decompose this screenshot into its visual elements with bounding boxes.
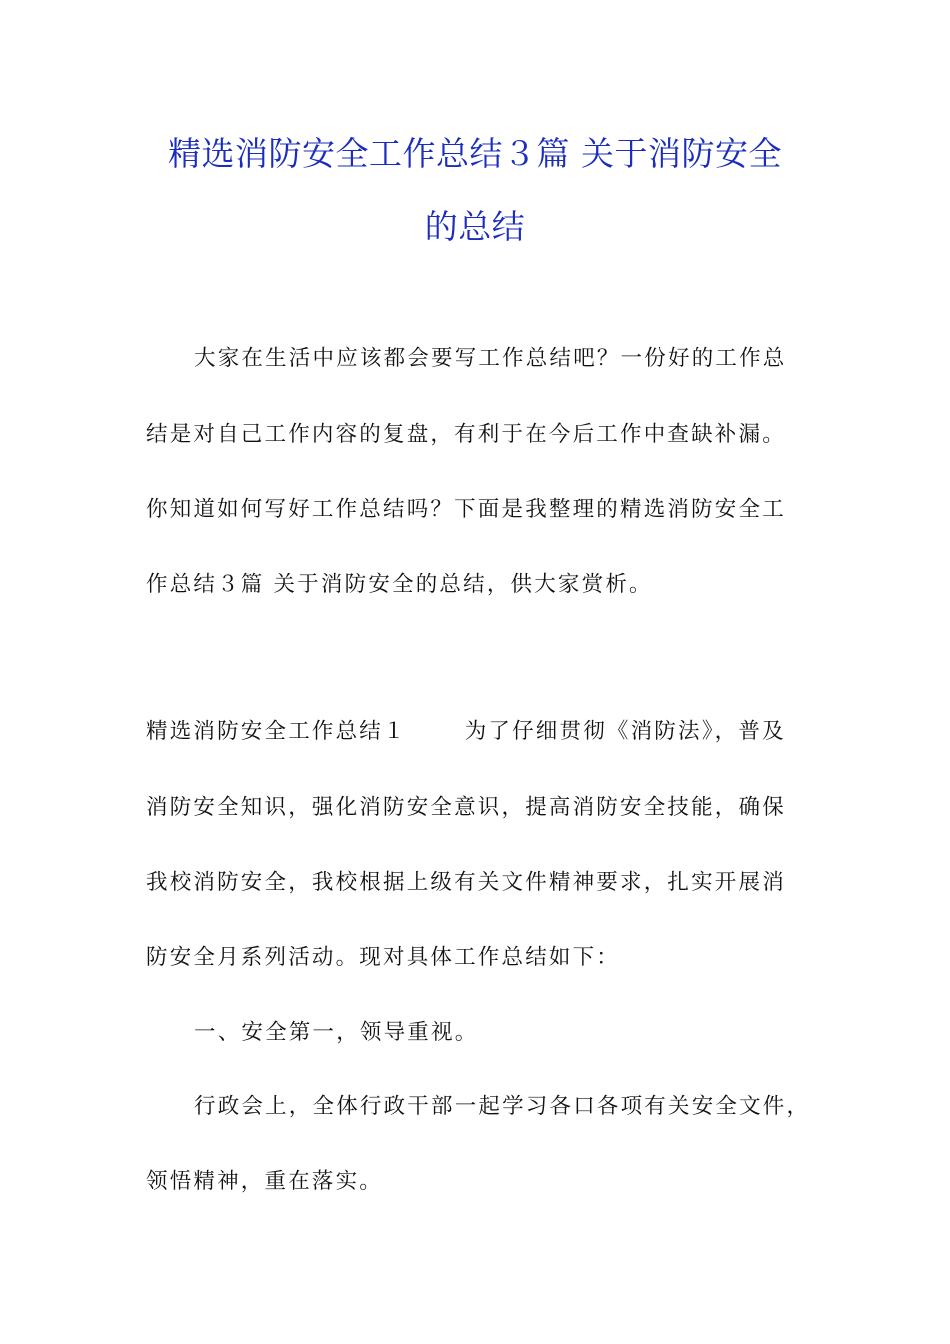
intro-line-2: 结是对自己工作内容的复盘，有利于在今后工作中查缺补漏。 <box>146 422 786 447</box>
section1-line-1: 为了仔细贯彻《消防法》，普及 <box>464 719 786 744</box>
section1-line-2: 消防安全知识，强化消防安全意识，提高消防安全技能，确保 <box>146 795 786 820</box>
intro-line-4: 作总结３篇 关于消防安全的总结，供大家赏析。 <box>146 572 653 597</box>
point1-line-1: 行政会上，全体行政干部一起学习各口各项有关安全文件， <box>194 1094 811 1119</box>
point1-line-2: 领悟精神，重在落实。 <box>146 1169 384 1194</box>
intro-line-1: 大家在生活中应该都会要写工作总结吧？一份好的工作总 <box>194 346 787 371</box>
section1-line-4: 防安全月系列活动。现对具体工作总结如下： <box>146 945 621 970</box>
document-title-line-2: 的总结 <box>424 207 526 246</box>
section1-line-3: 我校消防安全，我校根据上级有关文件精神要求，扎实开展消 <box>146 870 786 895</box>
point1-heading: 一、安全第一，领导重视。 <box>194 1020 479 1045</box>
document-title-line-1: 精选消防安全工作总结３篇 关于消防安全 <box>168 134 782 173</box>
intro-line-3: 你知道如何写好工作总结吗？下面是我整理的精选消防安全工 <box>146 497 786 522</box>
section1-heading: 精选消防安全工作总结１ <box>146 719 407 744</box>
section1-first-line <box>146 717 826 747</box>
